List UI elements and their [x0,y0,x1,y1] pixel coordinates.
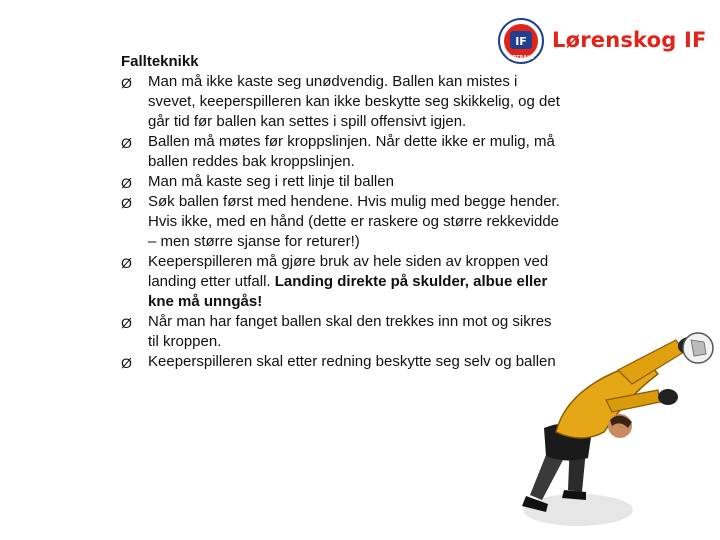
list-item [121,352,561,372]
badge-monogram: IF [515,35,527,48]
badge-caption: FOTBALL [508,55,534,61]
slide-content [121,52,561,372]
list-item [121,72,561,132]
bullet-list [121,72,561,372]
list-item [121,252,561,312]
bullet-arrow-icon: Ø [121,135,132,151]
slide-title: Fallteknikk [121,53,199,70]
bullet-arrow-icon: Ø [121,355,132,371]
bullet-text: Keeperspilleren må gjøre bruk av hele siden av kroppen ved landing etter utfall. [148,253,549,290]
club-name: Lørenskog IF [552,28,707,52]
bullet-arrow-icon: Ø [121,315,132,331]
bullet-arrow-icon: Ø [121,175,132,191]
list-item [121,312,561,352]
bullet-text: Når man har fanget ballen skal den trekkes inn mot og sikres til kroppen. [148,313,552,350]
bullet-text: Man må kaste seg i rett linje til ballen [148,173,394,190]
bullet-arrow-icon: Ø [121,75,132,91]
bullet-text: Søk ballen først med hendene. Hvis mulig med begge hender. Hvis ikke, med en hånd (dette er raskere og større rekkevidde – men større sjanse for returer!) [148,193,560,250]
bullet-text: Keeperspilleren skal etter redning beskytte seg selv og ballen [148,353,556,370]
list-item [121,192,561,252]
list-item [121,172,561,192]
bullet-emphasis: Landing direkte på skulder, albue eller kne må unngås! [148,273,548,310]
bullet-text: Ballen må møtes før kroppslinjen. Når dette ikke er mulig, må ballen reddes bak kroppslinjen. [148,133,555,170]
list-item [121,132,561,172]
bullet-text: Man må ikke kaste seg unødvendig. Ballen kan mistes i svevet, keeperspilleren kan ikke beskytte seg skikkelig, og det går tid før ballen kan settes i spill offensivt igjen. [148,73,560,130]
bullet-arrow-icon: Ø [121,195,132,211]
bullet-arrow-icon: Ø [121,255,132,271]
goalkeeper-dive-illustration [508,300,720,540]
